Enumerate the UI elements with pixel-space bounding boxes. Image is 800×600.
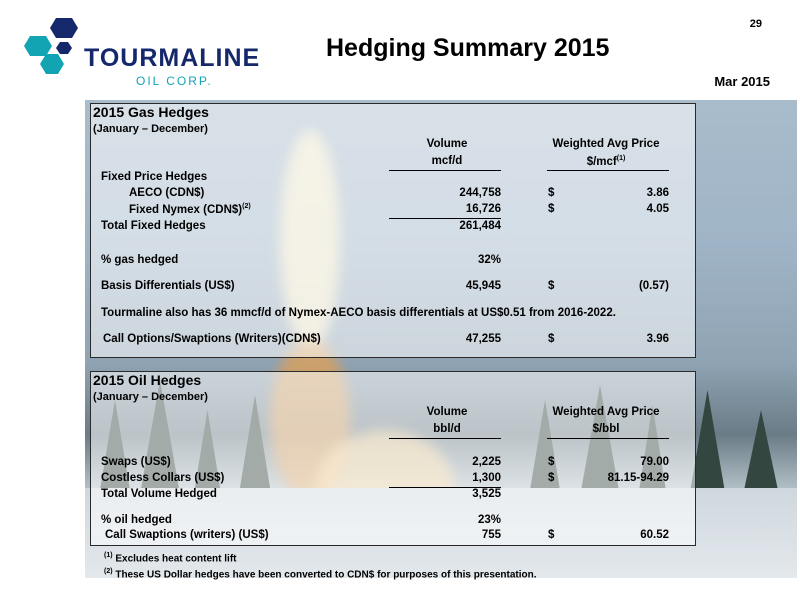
page-title: Hedging Summary 2015 bbox=[326, 34, 610, 62]
footnote-1: $^{(1)}$ Excludes heat content lift bbox=[104, 552, 237, 565]
oil-swaps-price: 79.00 bbox=[640, 456, 669, 468]
gas-aeco-label: AECO (CDN$) bbox=[129, 187, 205, 199]
gas-total-volume: 261,484 bbox=[459, 220, 501, 232]
gas-nymex-currency: $ bbox=[548, 203, 555, 215]
oil-pct-value: 23% bbox=[477, 514, 501, 526]
gas-basis-price: (0.57) bbox=[638, 280, 669, 292]
gas-panel-title: 2015 Gas Hedges bbox=[93, 104, 209, 120]
gas-basis-label: Basis Differentials (US$) bbox=[101, 280, 235, 292]
oil-call-volume: 755 bbox=[481, 529, 501, 541]
oil-col-volume-unit: bbl/d bbox=[433, 423, 461, 435]
gas-basis-note: Tourmaline also has 36 mmcf/d of Nymex-AECO basis differentials at US$0.51 from 2016-2022. bbox=[101, 307, 616, 319]
oil-total-label: Total Volume Hedged bbox=[101, 488, 217, 500]
gas-call-volume: 47,255 bbox=[465, 333, 501, 345]
gas-col-volume: Volume bbox=[426, 138, 468, 150]
gas-aeco-volume: 244,758 bbox=[459, 187, 501, 199]
gas-pct-label: % gas hedged bbox=[101, 254, 179, 266]
oil-panel-title: 2015 Oil Hedges bbox=[93, 372, 202, 388]
gas-fixed-label: Fixed Price Hedges bbox=[101, 171, 208, 183]
gas-aeco-price: 3.86 bbox=[646, 187, 669, 199]
gas-nymex-price: 4.05 bbox=[646, 203, 669, 215]
oil-pct-label: % oil hedged bbox=[101, 514, 172, 526]
gas-col-price: Weighted Avg Price bbox=[552, 138, 660, 150]
page-number: 29 bbox=[749, 18, 762, 30]
gas-hedges-panel bbox=[90, 103, 696, 358]
gas-nymex-volume: 16,726 bbox=[465, 203, 501, 215]
oil-swaps-volume: 2,225 bbox=[472, 456, 501, 468]
oil-swaps-label: Swaps (US$) bbox=[101, 456, 171, 468]
oil-call-label: Call Swaptions (writers) (US$) bbox=[105, 529, 269, 541]
tourmaline-logo-icon bbox=[18, 14, 88, 84]
footnote-2: $^{(2)}$ These US Dollar hedges have been converted to CDN$ for purposes of this presentation. bbox=[104, 568, 537, 581]
oil-collars-currency: $ bbox=[548, 472, 555, 484]
oil-swaps-currency: $ bbox=[548, 456, 555, 468]
oil-col-volume: Volume bbox=[426, 406, 468, 418]
oil-total-volume: 3,525 bbox=[472, 488, 501, 500]
gas-panel-period: (January – December) bbox=[93, 123, 208, 135]
logo-subtitle: OIL CORP. bbox=[136, 74, 213, 88]
logo-name: TOURMALINE bbox=[84, 44, 261, 72]
gas-nymex-label: Fixed Nymex (CDN$)$^{(2)}$ bbox=[129, 203, 251, 216]
gas-call-price: 3.96 bbox=[646, 333, 669, 345]
presentation-date: Mar 2015 bbox=[714, 74, 770, 89]
gas-call-currency: $ bbox=[548, 333, 555, 345]
gas-col-price-unit: $/mcf$^{(1)}$ bbox=[586, 155, 626, 168]
oil-col-price-unit: $/bbl bbox=[592, 423, 620, 435]
gas-total-label: Total Fixed Hedges bbox=[101, 220, 206, 232]
oil-panel-period: (January – December) bbox=[93, 391, 208, 403]
oil-call-currency: $ bbox=[548, 529, 555, 541]
oil-collars-price: 81.15-94.29 bbox=[607, 472, 669, 484]
gas-col-volume-unit: mcf/d bbox=[431, 155, 463, 167]
oil-col-price: Weighted Avg Price bbox=[552, 406, 660, 418]
gas-pct-value: 32% bbox=[477, 254, 501, 266]
gas-aeco-currency: $ bbox=[548, 187, 555, 199]
oil-collars-label: Costless Collars (US$) bbox=[101, 472, 225, 484]
oil-hedges-panel bbox=[90, 371, 696, 546]
oil-call-price: 60.52 bbox=[640, 529, 669, 541]
oil-collars-volume: 1,300 bbox=[472, 472, 501, 484]
gas-call-label: Call Options/Swaptions (Writers)(CDN$) bbox=[103, 333, 321, 345]
company-logo bbox=[18, 14, 261, 88]
gas-basis-volume: 45,945 bbox=[465, 280, 501, 292]
gas-basis-currency: $ bbox=[548, 280, 555, 292]
